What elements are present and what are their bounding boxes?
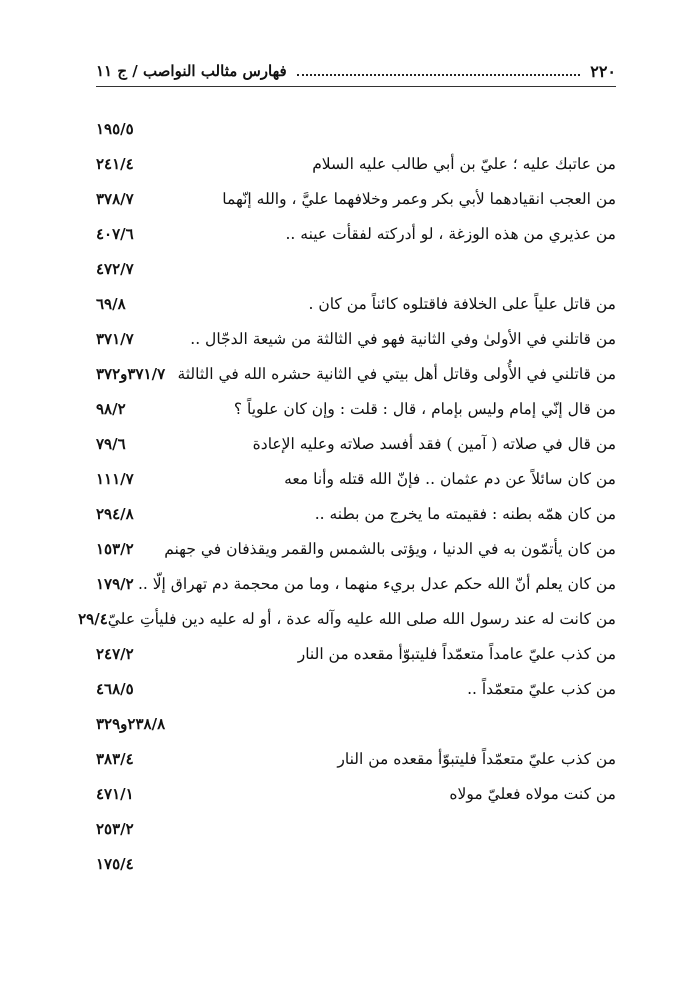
- entry-reference: ٢٤١/٤: [96, 155, 134, 173]
- entry-reference: ٤٧٢/٧: [96, 260, 134, 278]
- entry-reference: ١٧٩/٢: [96, 575, 134, 593]
- entry-reference: ٢٣٨/٨و٣٢٩: [96, 715, 166, 733]
- entry-reference: ٤٠٧/٦: [96, 225, 134, 243]
- index-entry: [96, 812, 616, 847]
- entry-text: من كان يأتمّون به في الدنيا ، ويؤتى بالشمس والقمر ويقذفان في جهنم: [164, 539, 616, 558]
- entry-text: من كان سائلاً عن دم عثمان .. فإنّ الله قتله وأنا معه: [284, 469, 616, 488]
- entry-reference: ٣٧٨/٧: [96, 190, 134, 208]
- index-entry: [96, 112, 616, 147]
- entry-reference: ٩٨/٢: [96, 400, 126, 418]
- dotted-leader: [297, 74, 581, 76]
- index-entry: [96, 322, 616, 357]
- entry-text: من العجب انقيادهما لأبي بكر وعمر وخلافهما عليَّ ، والله إنّهما: [222, 189, 616, 208]
- entry-reference: ٣٨٣/٤: [96, 750, 134, 768]
- index-entry: [96, 147, 616, 182]
- entry-reference: ٤٧١/١: [96, 785, 134, 803]
- entry-reference: ٢٩/٤: [78, 610, 108, 628]
- entry-text: من عذيري من هذه الوزغة ، لو أدركته لفقأت عينه ..: [285, 224, 616, 243]
- index-entry: [96, 777, 616, 812]
- entry-text: من قاتلني في الأُولى وقاتل أهل بيتي في الثانية حشره الله في الثالثة: [177, 364, 616, 383]
- entry-reference: ٢٥٣/٢: [96, 820, 134, 838]
- entry-reference: ٣٧١/٧و٣٧٢: [96, 365, 166, 383]
- index-entry: [96, 392, 616, 427]
- entry-text: من عاتبك عليه ؛ عليّ بن أبي طالب عليه السلام: [312, 154, 616, 173]
- index-entry: [96, 462, 616, 497]
- index-entry: [96, 252, 616, 287]
- index-entry: [78, 602, 616, 637]
- entry-reference: ٢٩٤/٨: [96, 505, 134, 523]
- index-entry: [96, 637, 616, 672]
- entry-text: من قال في صلاته ( آمين ) فقد أفسد صلاته وعليه الإعادة: [252, 434, 616, 453]
- entry-reference: ٣٧١/٧: [96, 330, 134, 348]
- header-rule: [96, 86, 616, 87]
- entry-reference: ٤٦٨/٥: [96, 680, 134, 698]
- entry-reference: ١١١/٧: [96, 470, 134, 488]
- index-entry: [96, 357, 616, 392]
- entry-text: من كانت له عند رسول الله صلى الله عليه وآله عدة ، أو له عليه دين فليأتِ عليّ: [107, 609, 616, 628]
- index-entry: [96, 707, 616, 742]
- entry-reference: ٧٩/٦: [96, 435, 126, 453]
- entry-text: من كذب عليّ متعمّداً فليتبوّأ مقعده من النار: [337, 749, 616, 768]
- index-entries: [78, 112, 616, 882]
- index-entry: [96, 287, 616, 322]
- index-entry: [96, 742, 616, 777]
- index-entry: [96, 847, 616, 882]
- entry-text: من كان همّه بطنه : فقيمته ما يخرج من بطنه ..: [314, 504, 616, 523]
- entry-reference: ١٥٣/٢: [96, 540, 134, 558]
- index-entry: [96, 532, 616, 567]
- running-title: فهارس مثالب النواصب / ج ١١: [96, 62, 287, 80]
- index-entry: [96, 427, 616, 462]
- index-entry: [96, 182, 616, 217]
- entry-text: من قاتل علياً على الخلافة فاقتلوه كائناً من كان .: [308, 294, 616, 313]
- entry-text: من قال إنّي إمام وليس بإمام ، قال : قلت : وإن كان علوياً ؟: [233, 399, 616, 418]
- entry-reference: ٦٩/٨: [96, 295, 126, 313]
- entry-reference: ١٩٥/٥: [96, 120, 134, 138]
- entry-text: من كذب عليّ متعمّداً ..: [467, 679, 616, 698]
- entry-reference: ٢٤٧/٢: [96, 645, 134, 663]
- index-entry: [96, 217, 616, 252]
- index-entry: [96, 497, 616, 532]
- entry-text: من كنت مولاه فعليّ مولاه: [449, 784, 616, 803]
- entry-text: من قاتلني في الأولىٰ وفي الثانية فهو في الثالثة من شيعة الدجّال ..: [190, 329, 616, 348]
- page-number: ٢٢٠: [590, 61, 616, 81]
- entry-text: من كان يعلم أنّ الله حكم عدل بريء منهما ، وما من محجمة دم تهراق إلّا ..: [137, 574, 616, 593]
- index-entry: [96, 567, 616, 602]
- running-header: [96, 58, 616, 84]
- index-entry: [96, 672, 616, 707]
- entry-text: من كذب عليّ عامداً متعمّداً فليتبوّأ مقعده من النار: [297, 644, 616, 663]
- entry-reference: ١٧٥/٤: [96, 855, 134, 873]
